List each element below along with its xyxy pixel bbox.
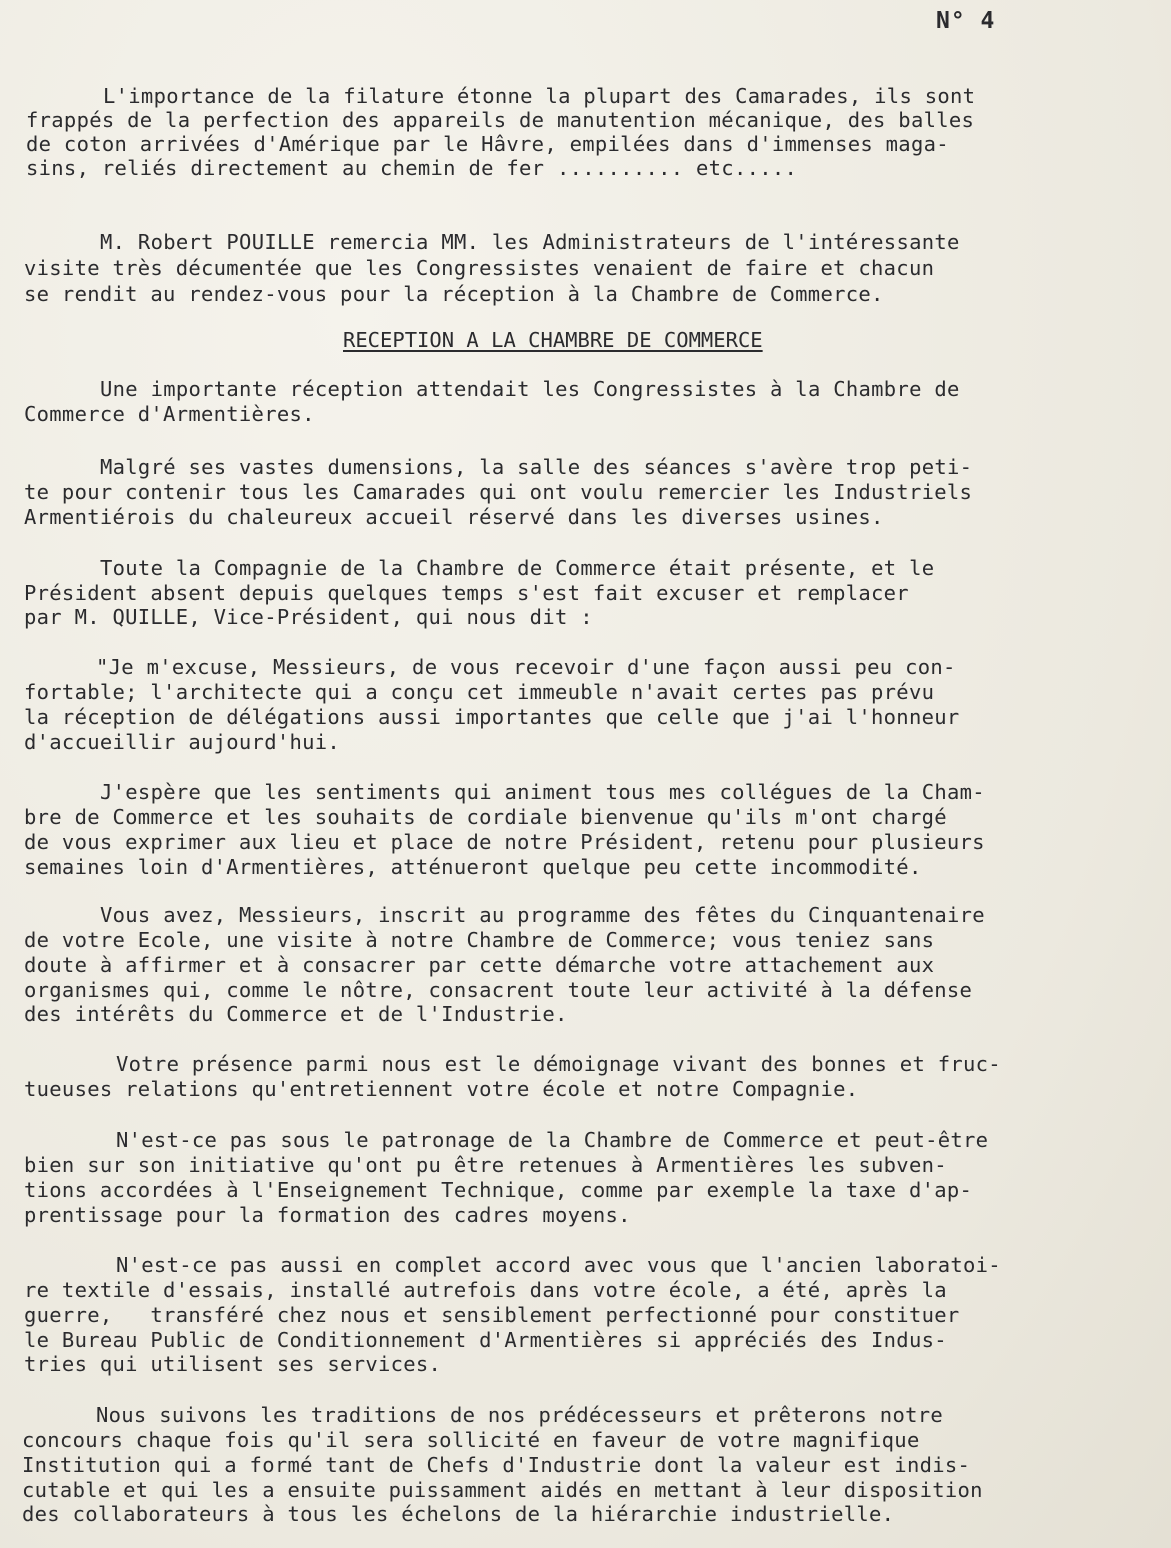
text-line: guerre, transféré chez nous et sensiblement perfectionné pour constituer [24, 1303, 960, 1327]
text-line: doute à affirmer et à consacrer par cette démarche votre attachement aux [24, 953, 935, 977]
text-line: Commerce d'Armentières. [24, 402, 315, 426]
text-line: Armentiérois du chaleureux accueil réservé dans les diverses usines. [24, 505, 884, 529]
text-line: re textile d'essais, installé autrefois dans votre école, a été, après la [24, 1278, 947, 1302]
text-line: bre de Commerce et les souhaits de cordiale bienvenue qu'ils m'ont chargé [24, 805, 947, 829]
text-line: se rendit au rendez-vous pour la réception à la Chambre de Commerce. [24, 282, 884, 306]
text-line: visite très décumentée que les Congressistes venaient de faire et chacun [24, 256, 935, 280]
text-line: Une importante réception attendait les Congressistes à la Chambre de [100, 377, 960, 401]
section-heading: RECEPTION A LA CHAMBRE DE COMMERCE [343, 328, 763, 352]
text-line: sins, reliés directement au chemin de fer .......... etc..... [26, 156, 798, 180]
text-line: Malgré ses vastes dumensions, la salle des séances s'avère trop peti- [100, 455, 973, 479]
page-number: N° 4 [936, 8, 996, 34]
text-line: J'espère que les sentiments qui animent tous mes collégues de la Cham- [100, 780, 985, 804]
text-line: de vous exprimer aux lieu et place de notre Président, retenu pour plusieurs [24, 830, 985, 854]
text-line: Votre présence parmi nous est le démoignage vivant des bonnes et fruc- [116, 1052, 1001, 1076]
text-line: tries qui utilisent ses services. [24, 1352, 442, 1376]
text-line: cutable et qui les a ensuite puissamment aidés en mettant à leur disposition [22, 1478, 983, 1502]
text-line: N'est-ce pas aussi en complet accord avec vous que l'ancien laboratoi- [116, 1253, 1001, 1277]
text-line: le Bureau Public de Conditionnement d'Armentières si appréciés des Indus- [24, 1328, 947, 1352]
text-line: L'importance de la filature étonne la plupart des Camarades, ils sont [103, 84, 976, 108]
text-line: la réception de délégations aussi importantes que celle que j'ai l'honneur [24, 705, 960, 729]
text-line: te pour contenir tous les Camarades qui ont voulu remercier les Industriels [24, 480, 973, 504]
text-line: d'accueillir aujourd'hui. [24, 730, 341, 754]
text-line: de coton arrivées d'Amérique par le Hâvre, empilées dans d'immenses maga- [26, 132, 949, 156]
text-line: semaines loin d'Armentières, atténueront quelque peu cette incommodité. [24, 855, 922, 879]
text-line: de votre Ecole, une visite à notre Chambre de Commerce; vous teniez sans [24, 928, 935, 952]
text-line: N'est-ce pas sous le patronage de la Chambre de Commerce et peut-être [116, 1128, 989, 1152]
text-line: tueuses relations qu'entretiennent votre école et notre Compagnie. [24, 1077, 859, 1101]
text-line: Toute la Compagnie de la Chambre de Commerce était présente, et le [100, 556, 935, 580]
text-line: bien sur son initiative qu'ont pu être retenues à Armentières les subven- [24, 1153, 947, 1177]
text-line: des collaborateurs à tous les échelons de la hiérarchie industrielle. [22, 1502, 895, 1526]
text-line: Nous suivons les traditions de nos prédécesseurs et prêterons notre [96, 1403, 944, 1427]
text-line: par M. QUILLE, Vice-Président, qui nous dit : [24, 605, 593, 629]
text-line: des intérêts du Commerce et de l'Industrie. [24, 1002, 568, 1026]
text-line: fortable; l'architecte qui a conçu cet immeuble n'avait certes pas prévu [24, 680, 935, 704]
text-line: Président absent depuis quelques temps s'est fait excuser et remplacer [24, 581, 909, 605]
text-line: M. Robert POUILLE remercia MM. les Administrateurs de l'intéressante [100, 230, 960, 254]
text-line: Institution qui a formé tant de Chefs d'Industrie dont la valeur est indis- [22, 1453, 971, 1477]
text-line: Vous avez, Messieurs, inscrit au programme des fêtes du Cinquantenaire [100, 903, 985, 927]
text-line: frappés de la perfection des appareils de manutention mécanique, des balles [26, 108, 975, 132]
text-line: organismes qui, comme le nôtre, consacrent toute leur activité à la défense [24, 978, 973, 1002]
text-line: prentissage pour la formation des cadres moyens. [24, 1203, 631, 1227]
text-line: "Je m'excuse, Messieurs, de vous recevoir d'une façon aussi peu con- [96, 655, 956, 679]
text-line: concours chaque fois qu'il sera sollicité en faveur de votre magnifique [22, 1428, 920, 1452]
text-line: tions accordées à l'Enseignement Technique, comme par exemple la taxe d'ap- [24, 1178, 973, 1202]
